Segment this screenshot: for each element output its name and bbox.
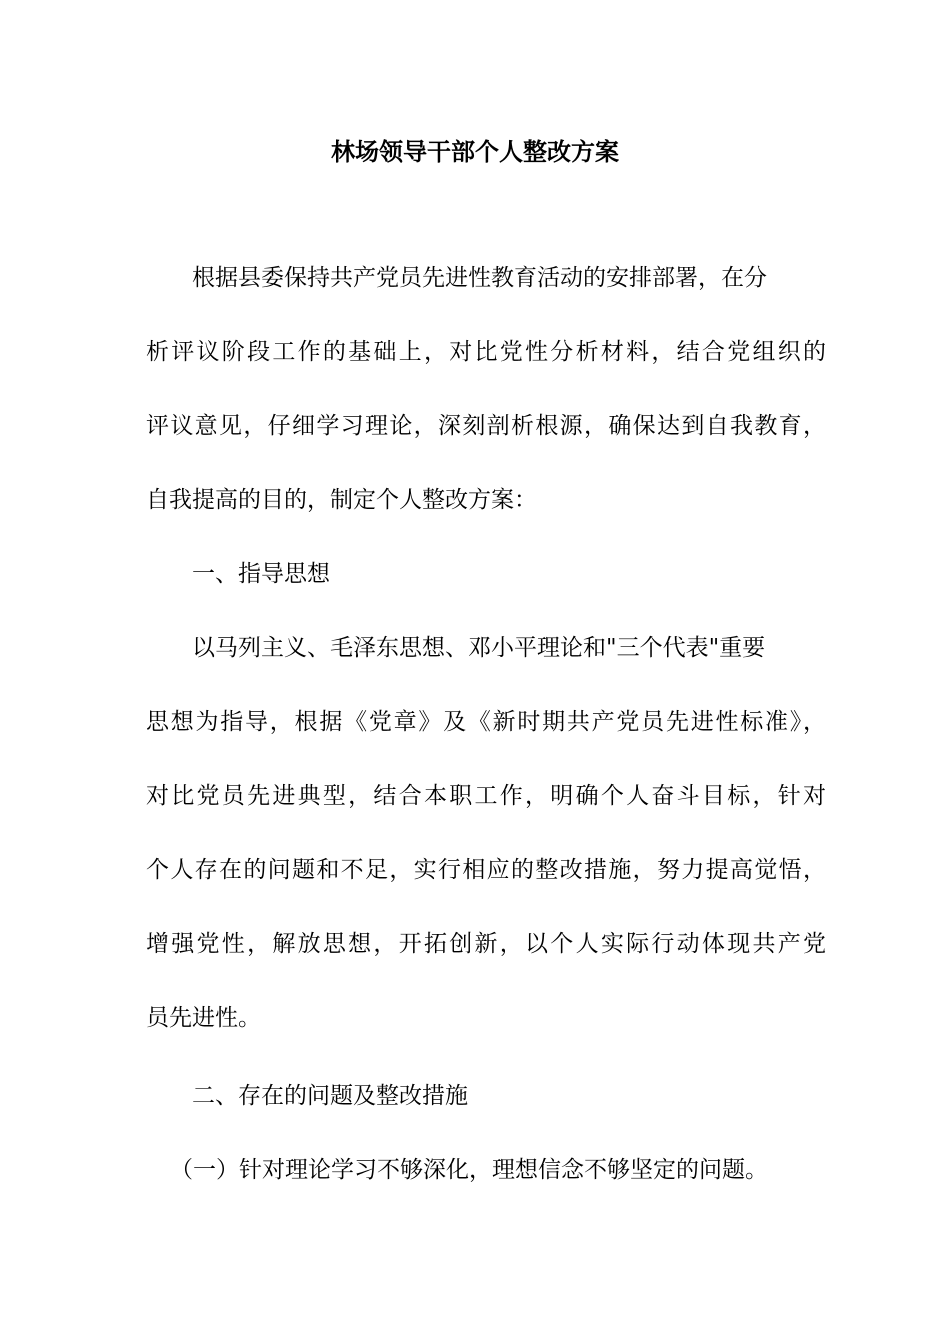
- paragraph-line-5: 以马列主义、毛泽东思想、邓小平理论和"三个代表"重要: [192, 635, 766, 661]
- paragraph-line-7: 对比党员先进典型，结合本职工作，明确个人奋斗目标，针对: [146, 783, 826, 809]
- paragraph-line-2: 析评议阶段工作的基础上，对比党性分析材料，结合党组织的: [146, 339, 826, 365]
- paragraph-line-1: 根据县委保持共产党员先进性教育活动的安排部署，在分: [192, 265, 767, 291]
- section-heading-1: 一、指导思想: [192, 561, 330, 587]
- paragraph-line-9: 增强党性，解放思想，开拓创新，以个人实际行动体现共产党: [146, 931, 826, 957]
- document-title: 林场领导干部个人整改方案: [331, 137, 619, 166]
- paragraph-line-3: 评议意见，仔细学习理论，深刻剖析根源，确保达到自我教育，: [146, 413, 826, 439]
- paragraph-line-8: 个人存在的问题和不足，实行相应的整改措施，努力提高觉悟，: [146, 857, 826, 883]
- section-heading-2: 二、存在的问题及整改措施: [192, 1083, 468, 1109]
- paragraph-line-10: 员先进性。: [146, 1005, 261, 1031]
- paragraph-line-4: 自我提高的目的，制定个人整改方案：: [146, 487, 537, 513]
- paragraph-line-6: 思想为指导，根据《党章》及《新时期共产党员先进性标准》，: [146, 709, 826, 735]
- subsection-heading-1: （一）针对理论学习不够深化，理想信念不够坚定的问题。: [170, 1157, 768, 1183]
